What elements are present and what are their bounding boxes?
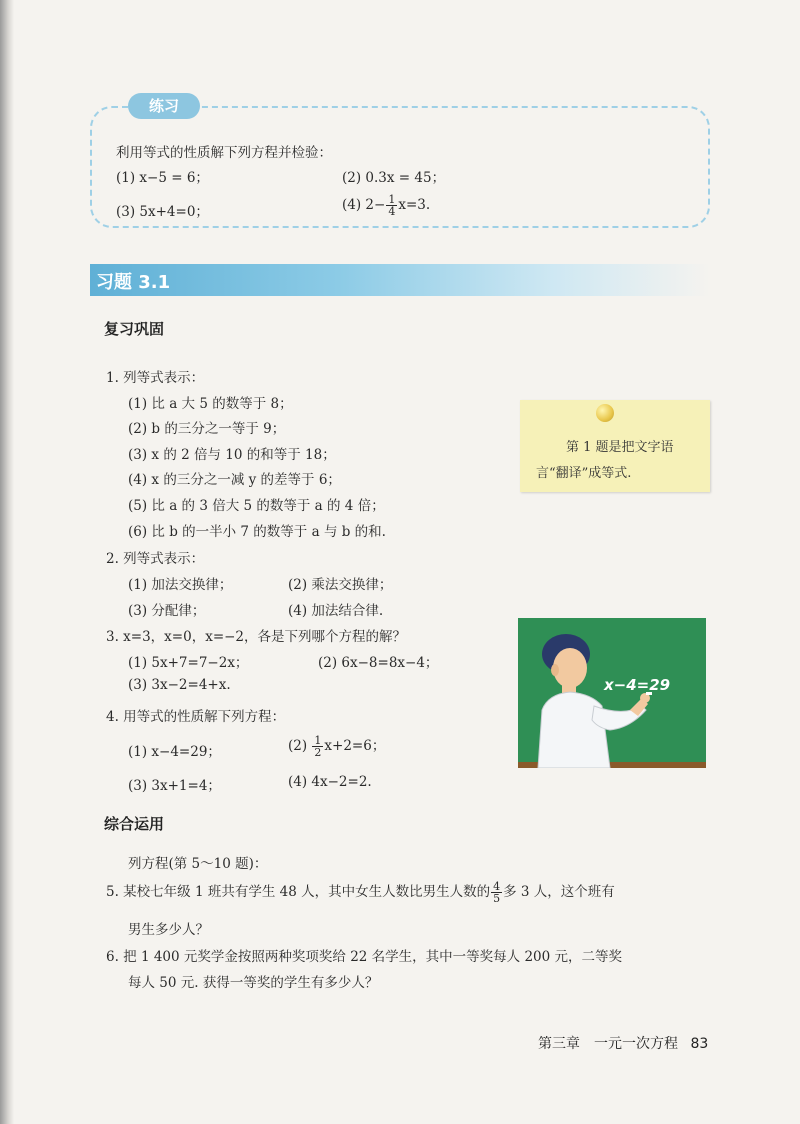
- q5-line-1: [106, 880, 615, 904]
- q3-sub-1: (1) 5x+7=7−2x；: [128, 655, 249, 671]
- practice-intro: 利用等式的性质解下列方程并检验：: [116, 145, 332, 161]
- q2-sub-2: (2) 乘法交换律；: [288, 577, 393, 593]
- q5-line-1a: 5. 某校七年级 1 班共有学生 48 人，其中女生人数比男生人数的: [106, 884, 491, 900]
- fraction: $\frac{1}{4}$: [388, 193, 396, 218]
- q4-sub-4: (4) 4x−2=2.: [288, 774, 372, 790]
- note-line-1: 第 1 题是把文字语: [566, 440, 674, 455]
- q5-line-2: 男生多少人？: [128, 922, 209, 938]
- q1-sub-3: (3) x 的 2 倍与 10 的和等于 18；: [128, 447, 336, 463]
- chapter-label: 第三章 一元一次方程: [538, 1036, 678, 1052]
- q3-sub-2: (2) 6x−8=8x−4；: [318, 655, 439, 671]
- practice-item-1: (1) x−5 = 6；: [116, 170, 209, 186]
- q4-sub-2-tail: x+2=6；: [324, 738, 386, 754]
- note-line-2: 言“翻译”成等式.: [536, 466, 632, 481]
- practice-item-3: (3) 5x+4=0；: [116, 204, 209, 220]
- practice-item-2: (2) 0.3x = 45；: [342, 170, 446, 186]
- q2-stem: 2. 列等式表示：: [106, 551, 205, 567]
- book-spine-shadow: [0, 0, 14, 1124]
- q2-sub-1: (1) 加法交换律；: [128, 577, 233, 593]
- q2-sub-4: (4) 加法结合律.: [288, 603, 384, 619]
- q1-sub-6: (6) 比 b 的一半小 7 的数等于 a 与 b 的和.: [128, 524, 386, 540]
- apply-heading: 综合运用: [104, 815, 165, 833]
- fraction: $\frac{4}{5}$: [493, 880, 501, 905]
- apply-intro: 列方程(第 5～10 题)：: [128, 856, 268, 872]
- q1-sub-4: (4) x 的三分之一减 y 的差等于 6；: [128, 472, 341, 488]
- q3-sub-3: (3) 3x−2=4+x.: [128, 677, 231, 693]
- practice-item-4: [342, 194, 430, 217]
- q1-sub-5: (5) 比 a 的 3 倍大 5 的数等于 a 的 4 倍；: [128, 498, 385, 514]
- pushpin-icon: [596, 404, 614, 422]
- q5-line-1b: 多 3 人，这个班有: [503, 884, 615, 900]
- page-footer: [538, 1033, 708, 1053]
- q4-sub-2-label: (2): [288, 738, 308, 754]
- q3-stem: 3. x=3，x=0，x=−2，各是下列哪个方程的解？: [106, 629, 407, 645]
- q1-sub-1: (1) 比 a 大 5 的数等于 8；: [128, 396, 293, 412]
- page-number: 83: [690, 1036, 709, 1052]
- q1-stem: 1. 列等式表示：: [106, 370, 205, 386]
- fraction: $\frac{1}{2}$: [314, 734, 322, 759]
- practice-item-4-tail: x=3.: [398, 197, 431, 213]
- q4-sub-2: [288, 734, 385, 758]
- practice-tag: 练习: [128, 93, 200, 119]
- review-heading: 复习巩固: [104, 320, 165, 338]
- q4-stem: 4. 用等式的性质解下列方程：: [106, 709, 286, 725]
- q1-sub-2: (2) b 的三分之一等于 9；: [128, 421, 286, 437]
- exercise-banner: [90, 264, 710, 296]
- q4-sub-1: (1) x−4=29；: [128, 744, 221, 760]
- practice-item-4-head: (4) 2−: [342, 197, 386, 213]
- q6-line-2: 每人 50 元. 获得一等奖的学生有多少人？: [128, 975, 379, 991]
- q4-sub-3: (3) 3x+1=4；: [128, 778, 221, 794]
- q6-line-1: 6. 把 1 400 元奖学金按照两种奖项奖给 22 名学生，其中一等奖每人 200 元，二等奖: [106, 949, 623, 965]
- q2-sub-3: (3) 分配律；: [128, 603, 206, 619]
- board-equation: x−4=29: [604, 676, 671, 694]
- exercise-title: 习题 3.1: [96, 272, 171, 293]
